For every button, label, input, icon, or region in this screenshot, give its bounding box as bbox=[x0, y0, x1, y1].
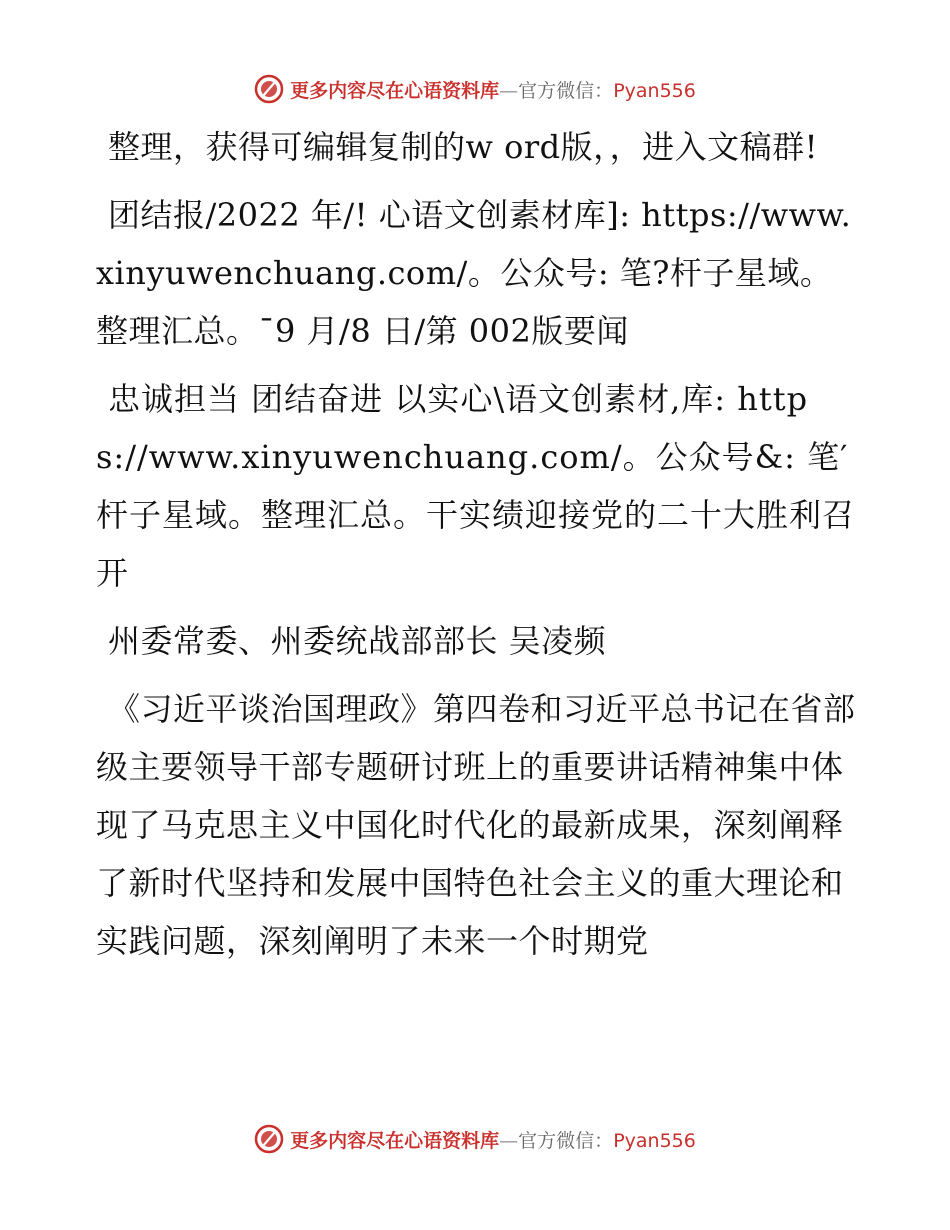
watermark-text bbox=[290, 1126, 696, 1153]
watermark-separator: — bbox=[499, 79, 519, 102]
footer-watermark bbox=[0, 1122, 950, 1156]
document-body bbox=[96, 118, 856, 980]
watermark-wechat-id: Pyan556 bbox=[613, 79, 696, 102]
watermark-label: 官方微信： bbox=[518, 1129, 614, 1152]
watermark-wechat-id: Pyan556 bbox=[613, 1129, 696, 1152]
watermark-brand: 更多内容尽在心语资料库 bbox=[290, 79, 500, 102]
paragraph-source: 团结报/2022 年/! 心语文创素材库]: https://www.xinyuwenchuang.com/。公众号: 笔?杆子星域。整理汇总。¯9 月/8 日/第 002版要闻 bbox=[96, 196, 852, 350]
header-watermark bbox=[0, 72, 950, 106]
paragraph-intro: 整理，获得可编辑复制的w ord版，，进入文稿群! bbox=[108, 128, 818, 166]
paragraph-author: 州委常委、州委统战部部长 吴凌频 bbox=[108, 622, 607, 660]
watermark-text bbox=[290, 76, 696, 103]
paragraph-headline: 忠诚担当 团结奋进 以实心\语文创素材,库: https://www.xinyuwenchuang.com/。公众号&: 笔′杆子星域。整理汇总。干实绩迎接党的二十大胜利召开 bbox=[96, 380, 856, 592]
paragraph-body: 《习近平谈治国理政》第四卷和习近平总书记在省部级主要领导干部专题研讨班上的重要讲话精神集中体现了马克思主义中国化时代化的最新成果，深刻阐释了新时代坚持和发展中国特色社会主义的重大理论和实践问题，深刻阐明了未来一个时期党 bbox=[96, 690, 856, 960]
watermark-label: 官方微信： bbox=[518, 79, 614, 102]
watermark-separator: — bbox=[499, 1129, 519, 1152]
brand-logo-icon bbox=[254, 1124, 284, 1154]
brand-logo-icon bbox=[254, 74, 284, 104]
watermark-brand: 更多内容尽在心语资料库 bbox=[290, 1129, 500, 1152]
